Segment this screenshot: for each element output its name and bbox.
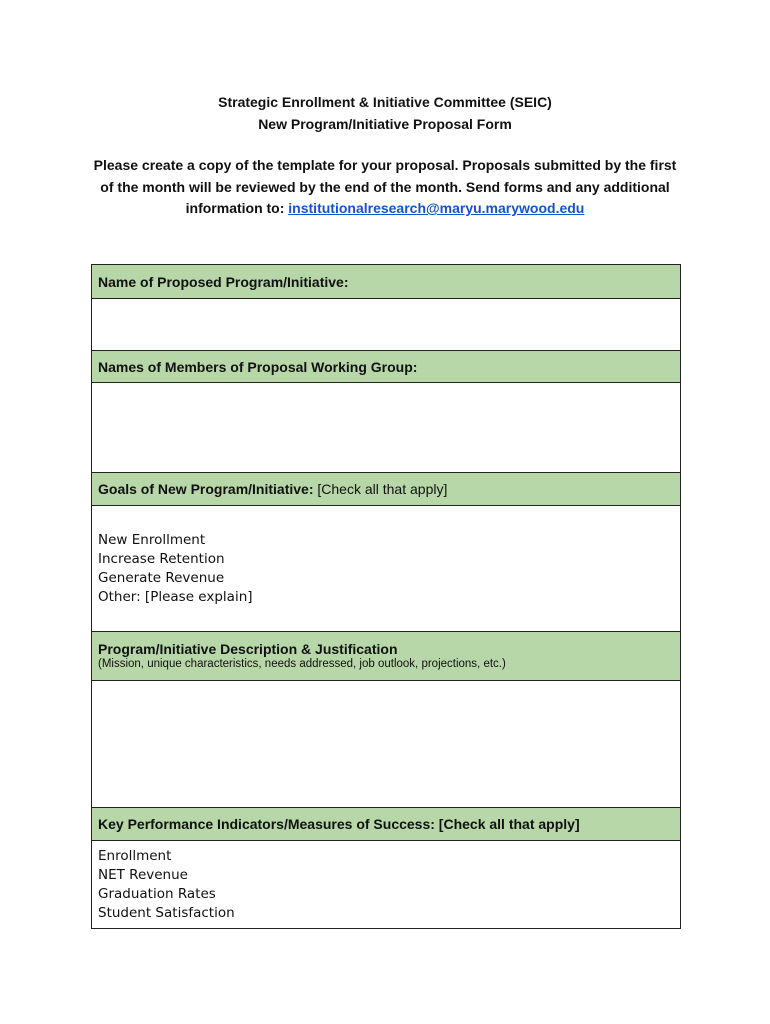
form-title: New Program/Initiative Proposal Form bbox=[258, 115, 512, 132]
working-group-field[interactable] bbox=[92, 383, 681, 473]
kpi-option[interactable]: Student Satisfaction bbox=[98, 904, 235, 921]
goals-label-text: Goals of New Program/Initiative: bbox=[98, 481, 314, 497]
working-group-label: Names of Members of Proposal Working Group: bbox=[92, 351, 681, 383]
instructions bbox=[90, 155, 680, 220]
kpi-option[interactable]: Graduation Rates bbox=[98, 885, 216, 902]
description-label bbox=[92, 632, 681, 681]
kpi-options bbox=[92, 841, 681, 929]
email-link[interactable]: institutionalresearch@maryu.marywood.edu bbox=[288, 200, 585, 216]
form-header bbox=[0, 92, 770, 135]
goal-option[interactable]: New Enrollment bbox=[98, 531, 206, 548]
kpi-option[interactable]: NET Revenue bbox=[98, 866, 188, 883]
description-label-text: Program/Initiative Description & Justification bbox=[98, 641, 398, 657]
program-name-field[interactable] bbox=[92, 299, 681, 351]
goal-option[interactable]: Increase Retention bbox=[98, 550, 225, 567]
description-field[interactable] bbox=[92, 681, 681, 808]
goal-option[interactable]: Other: [Please explain] bbox=[98, 588, 253, 605]
program-name-label: Name of Proposed Program/Initiative: bbox=[92, 265, 681, 299]
kpi-label: Key Performance Indicators/Measures of Success: [Check all that apply] bbox=[92, 808, 681, 841]
kpi-option[interactable]: Enrollment bbox=[98, 847, 172, 864]
goals-options bbox=[92, 506, 681, 632]
goals-label bbox=[92, 473, 681, 506]
committee-title: Strategic Enrollment & Initiative Committee (SEIC) bbox=[218, 94, 552, 110]
goal-option[interactable]: Generate Revenue bbox=[98, 569, 225, 586]
proposal-form-table bbox=[91, 264, 681, 929]
instructions-text: Please create a copy of the template for your proposal. Proposals submitted by the first of the month will be reviewed by the end of the month. Send forms and any additional information to: bbox=[93, 157, 677, 216]
goals-hint: [Check all that apply] bbox=[317, 481, 448, 497]
description-hint: (Mission, unique characteristics, needs addressed, job outlook, projections, etc.) bbox=[98, 658, 506, 670]
